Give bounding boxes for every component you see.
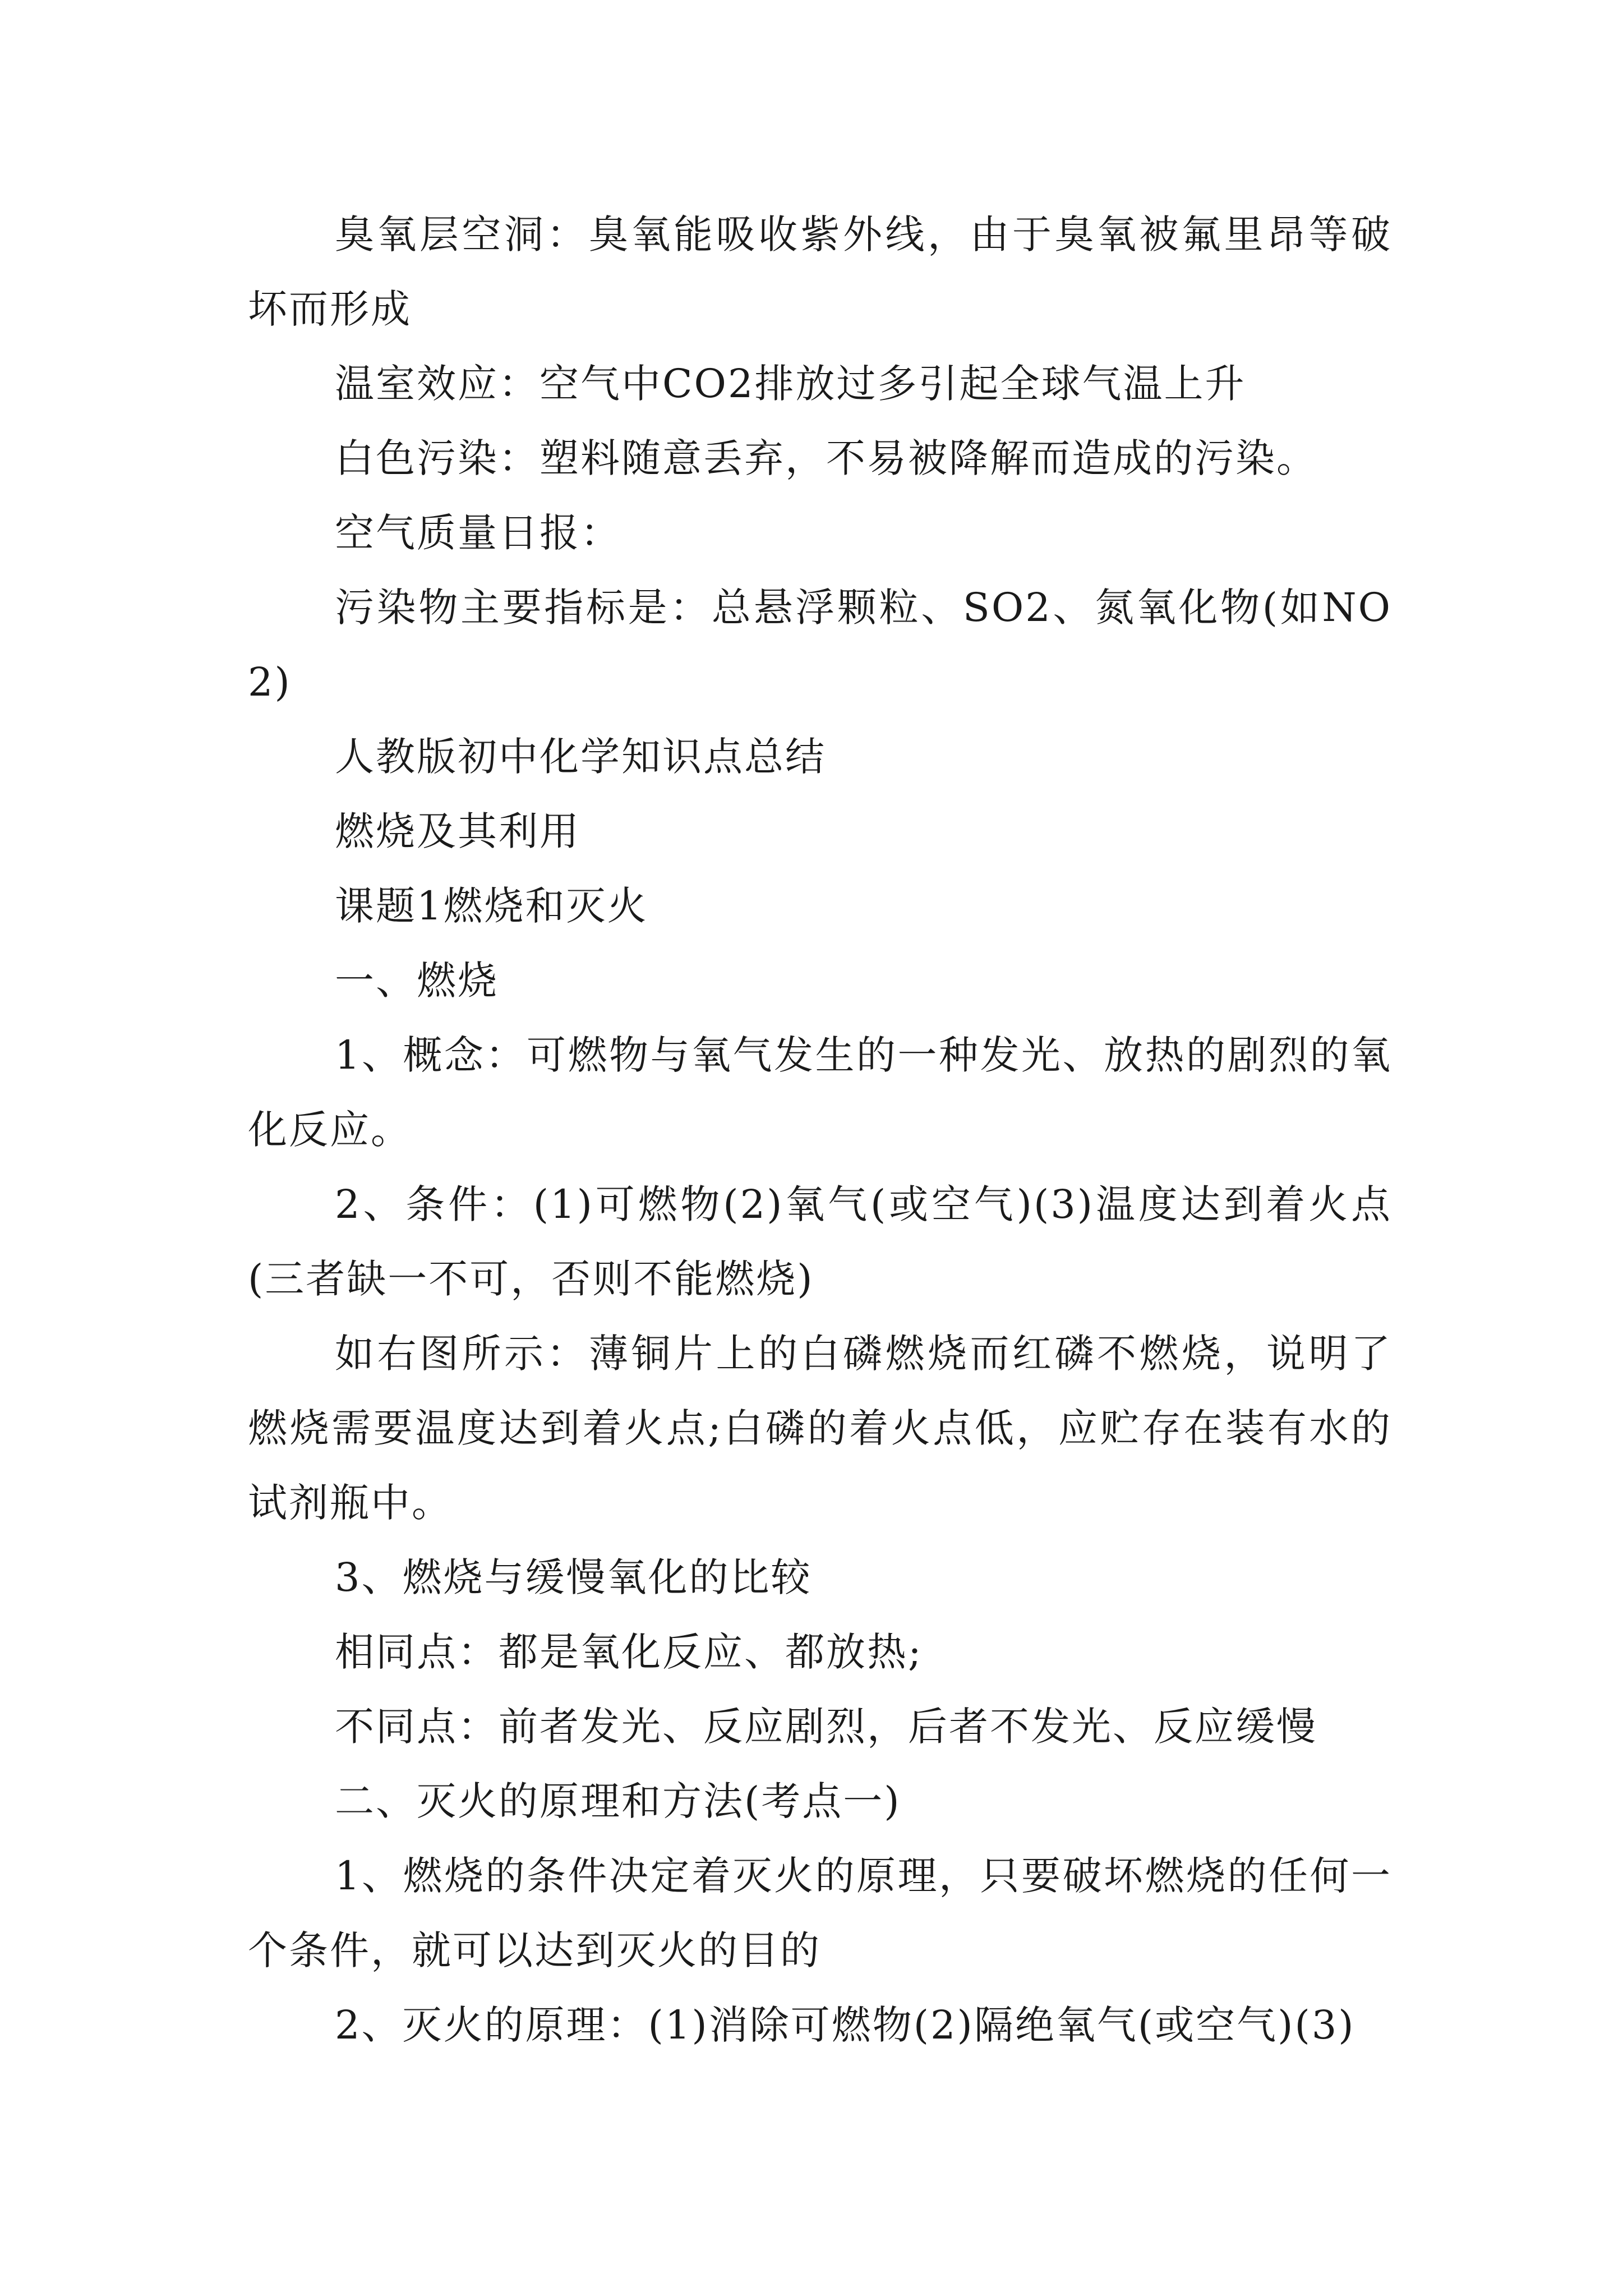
paragraph-concept: 1、概念：可燃物与氧气发生的一种发光、放热的剧烈的氧化反应。 xyxy=(248,1032,1392,1153)
paragraph-comparison-heading: 3、燃烧与缓慢氧化的比较 xyxy=(335,1554,812,1600)
paragraph-air-quality-report: 空气质量日报： xyxy=(335,510,621,556)
section-heading-combustion: 燃烧及其利用 xyxy=(335,808,580,854)
paragraph-ozone-hole: 臭氧层空洞：臭氧能吸收紫外线，由于臭氧被氟里昂等破坏而形成 xyxy=(248,211,1392,332)
paragraph-extinguishing-methods: 2、灭火的原理：(1)消除可燃物(2)隔绝氧气(或空气)(3) xyxy=(335,2002,1355,2048)
lesson-heading-1: 课题1燃烧和灭火 xyxy=(335,883,648,929)
section-heading-summary: 人教版初中化学知识点总结 xyxy=(335,734,826,780)
subheading-combustion: 一、燃烧 xyxy=(335,958,499,1004)
document-body xyxy=(248,197,1392,2063)
paragraph-pollutant-indicators: 污染物主要指标是：总悬浮颗粒、SO2、氮氧化物(如NO2) xyxy=(248,585,1392,705)
paragraph-conditions: 2、条件：(1)可燃物(2)氧气(或空气)(3)温度达到着火点(三者缺一不可，否则不能燃烧) xyxy=(248,1181,1392,1302)
paragraph-extinguishing-principle: 1、燃烧的条件决定着灭火的原理，只要破坏燃烧的任何一个条件，就可以达到灭火的目的 xyxy=(248,1853,1392,1973)
paragraph-phosphorus-experiment: 如右图所示：薄铜片上的白磷燃烧而红磷不燃烧，说明了燃烧需要温度达到着火点;白磷的着火点低，应贮存在装有水的试剂瓶中。 xyxy=(248,1331,1392,1526)
paragraph-white-pollution: 白色污染：塑料随意丢弃，不易被降解而造成的污染。 xyxy=(335,435,1317,481)
paragraph-differences: 不同点：前者发光、反应剧烈，后者不发光、反应缓慢 xyxy=(335,1704,1317,1750)
paragraph-similarities: 相同点：都是氧化反应、都放热; xyxy=(335,1629,923,1675)
paragraph-greenhouse-effect: 温室效应：空气中CO2排放过多引起全球气温上升 xyxy=(335,361,1246,407)
subheading-extinguishing: 二、灭火的原理和方法(考点一) xyxy=(335,1778,901,1824)
